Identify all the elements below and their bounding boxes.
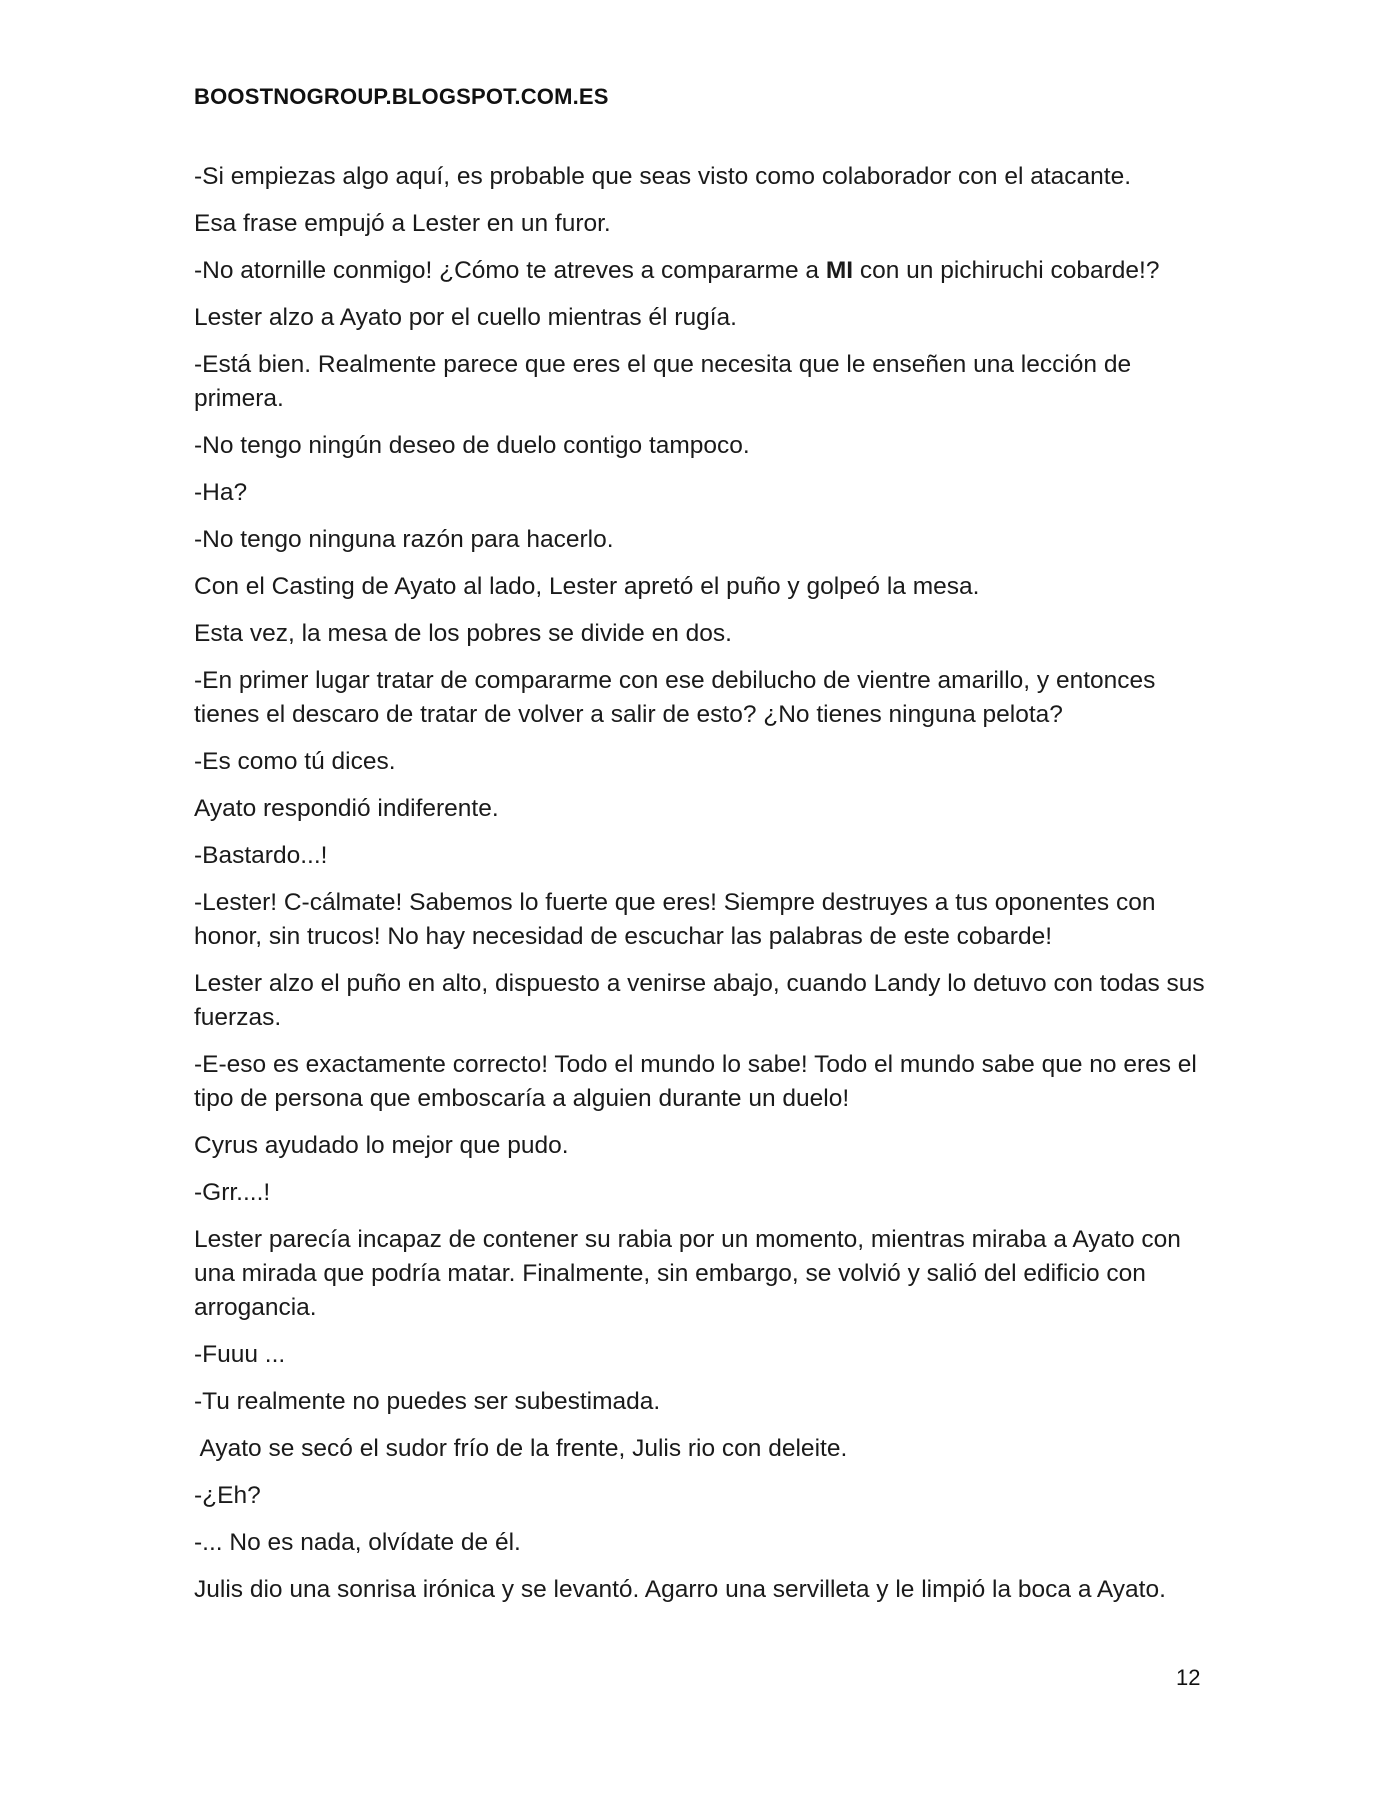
paragraph: Ayato respondió indiferente. bbox=[194, 795, 499, 822]
page-body bbox=[194, 160, 1206, 1620]
paragraph: Lester alzo el puño en alto, dispuesto a venirse abajo, cuando Landy lo detuvo con todas sus fuerzas. bbox=[194, 970, 1205, 1031]
paragraph: Julis dio una sonrisa irónica y se levantó. Agarro una servilleta y le limpió la boca a Ayato. bbox=[194, 1576, 1166, 1603]
paragraph: -Fuuu ... bbox=[194, 1341, 286, 1368]
paragraph: -Grr....! bbox=[194, 1179, 271, 1206]
paragraph-text: -No atornille conmigo! ¿Cómo te atreves a compararme a bbox=[194, 257, 826, 284]
paragraph: -Bastardo...! bbox=[194, 842, 328, 869]
paragraph: -Lester! C-cálmate! Sabemos lo fuerte que eres! Siempre destruyes a tus oponentes con honor, sin trucos! No hay necesidad de escuchar las palabras de este cobarde! bbox=[194, 889, 1156, 950]
paragraph: -Ha? bbox=[194, 479, 248, 506]
paragraph: -No tengo ninguna razón para hacerlo. bbox=[194, 526, 614, 553]
paragraph: Lester alzo a Ayato por el cuello mientras él rugía. bbox=[194, 304, 737, 331]
page-header: BOOSTNOGROUP.BLOGSPOT.COM.ES bbox=[194, 84, 609, 109]
paragraph: -¿Eh? bbox=[194, 1482, 261, 1509]
paragraph-bold-text: MI bbox=[825, 257, 854, 284]
paragraph: -... No es nada, olvídate de él. bbox=[194, 1529, 521, 1556]
paragraph: -En primer lugar tratar de compararme con ese debilucho de vientre amarillo, y entonces tienes el descaro de tratar de volver a salir de esto? ¿No tienes ninguna pelota? bbox=[194, 667, 1156, 728]
paragraph: -Si empiezas algo aquí, es probable que seas visto como colaborador con el atacante. bbox=[194, 163, 1132, 190]
paragraph: -No tengo ningún deseo de duelo contigo tampoco. bbox=[194, 432, 750, 459]
paragraph-text: con un pichiruchi cobarde!? bbox=[853, 257, 1160, 284]
paragraph: Esa frase empujó a Lester en un furor. bbox=[194, 210, 611, 237]
paragraph: Cyrus ayudado lo mejor que pudo. bbox=[194, 1132, 569, 1159]
paragraph: Con el Casting de Ayato al lado, Lester apretó el puño y golpeó la mesa. bbox=[194, 573, 980, 600]
paragraph: Esta vez, la mesa de los pobres se divide en dos. bbox=[194, 620, 732, 647]
paragraph bbox=[194, 254, 1206, 288]
paragraph: Ayato se secó el sudor frío de la frente, Julis rio con deleite. bbox=[194, 1435, 848, 1462]
paragraph: Lester parecía incapaz de contener su rabia por un momento, mientras miraba a Ayato con una mirada que podría matar. Finalmente, sin embargo, se volvió y salió del edificio con arrogancia. bbox=[194, 1226, 1181, 1321]
paragraph: -Tu realmente no puedes ser subestimada. bbox=[194, 1388, 661, 1415]
paragraph: -Está bien. Realmente parece que eres el que necesita que le enseñen una lección de primera. bbox=[194, 351, 1132, 412]
paragraph: -E-eso es exactamente correcto! Todo el mundo lo sabe! Todo el mundo sabe que no eres el tipo de persona que emboscaría a alguien durante un duelo! bbox=[194, 1051, 1197, 1112]
page-number: 12 bbox=[1176, 1665, 1201, 1690]
paragraph: -Es como tú dices. bbox=[194, 748, 396, 775]
